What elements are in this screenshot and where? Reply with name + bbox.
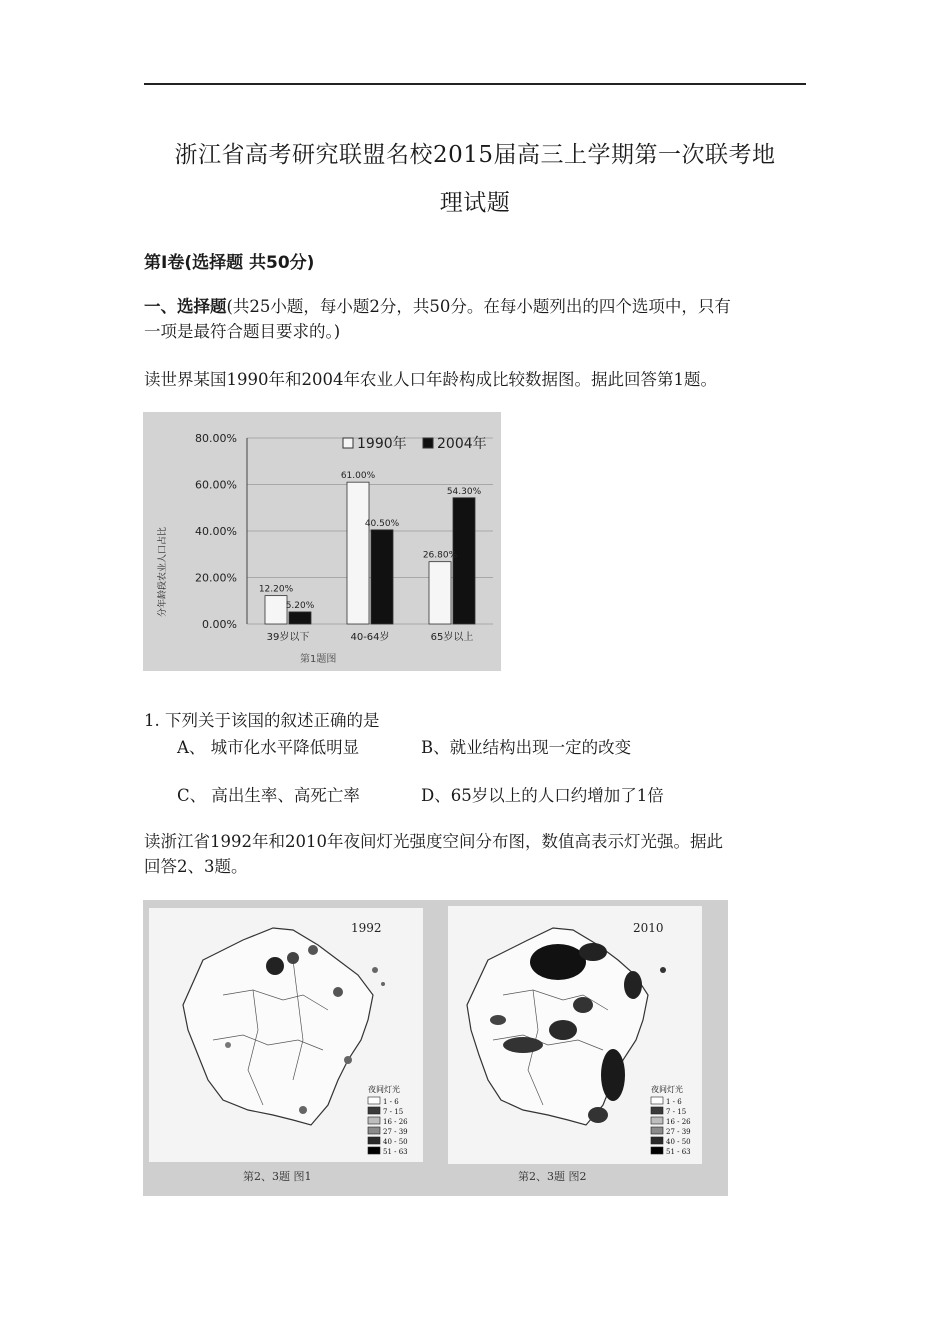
legend-swatch	[651, 1147, 663, 1154]
question1-stem: 1. 下列关于该国的叙述正确的是	[144, 711, 380, 730]
legend-label: 1 - 6	[666, 1098, 682, 1106]
legend-label: 51 - 63	[383, 1148, 408, 1156]
legend-swatch	[368, 1147, 380, 1154]
data-label: 40.50%	[364, 518, 400, 529]
y-tick-label: 40.00%	[195, 525, 237, 538]
legend-swatch	[423, 438, 433, 448]
instructions-bold: 一、选择题	[144, 297, 227, 316]
legend-title: 夜间灯光	[368, 1085, 400, 1094]
top-rule	[144, 83, 806, 85]
intro-q23-line2: 回答2、3题。	[144, 857, 248, 876]
legend-swatch	[343, 438, 353, 448]
legend-label: 51 - 63	[666, 1148, 691, 1156]
legend-swatch	[651, 1137, 663, 1144]
y-tick-label: 20.00%	[195, 571, 237, 585]
intro-q23	[144, 829, 814, 879]
map1-caption: 第2、3题 图1	[243, 1170, 312, 1183]
legend-label: 16 - 26	[666, 1118, 691, 1126]
legend-swatch	[651, 1127, 663, 1134]
y-tick-label: 60.00%	[195, 478, 237, 492]
intro-q23-line1: 读浙江省1992年和2010年夜间灯光强度空间分布图，数值高表示灯光强。据此	[144, 832, 723, 851]
page-title-line2: 理试题	[439, 190, 511, 216]
question1-option-c: C、 高出生率、高死亡率	[177, 786, 360, 805]
legend-label: 7 - 15	[666, 1108, 687, 1116]
legend-label: 7 - 15	[383, 1108, 404, 1116]
y-tick-label: 80.00%	[195, 432, 237, 445]
data-label: 12.20%	[258, 584, 294, 595]
instructions-line2: 一项是最符合题目要求的。)	[144, 322, 341, 341]
legend-swatch	[368, 1117, 380, 1124]
bar-1990	[265, 596, 287, 624]
y-tick-label: 0.00%	[202, 618, 237, 631]
legend-label: 27 - 39	[383, 1128, 408, 1136]
intro-q1: 读世界某国1990年和2004年农业人口年龄构成比较数据图。据此回答第1题。	[144, 370, 717, 389]
x-tick-label: 40-64岁	[350, 632, 390, 643]
x-tick-label: 65岁以上	[430, 632, 474, 643]
legend-swatch	[651, 1117, 663, 1124]
data-label: 5.20%	[285, 600, 315, 611]
bar-chart	[143, 412, 501, 671]
bar-2004	[453, 498, 475, 624]
legend-label: 2004年	[437, 436, 487, 452]
legend-swatch	[651, 1097, 663, 1104]
map2-year: 2010	[633, 921, 664, 935]
chart-caption: 第1题图	[300, 654, 337, 665]
map2-caption: 第2、3题 图2	[518, 1170, 587, 1183]
bar-2004	[371, 530, 393, 624]
map1-year: 1992	[351, 921, 382, 935]
data-label: 61.00%	[340, 471, 376, 482]
night-light-maps	[143, 900, 728, 1196]
question1-option-b: B、就业结构出现一定的改变	[421, 738, 632, 757]
bar-1990	[429, 562, 451, 624]
data-label: 54.30%	[446, 486, 482, 497]
legend-label: 1990年	[357, 436, 407, 452]
instructions	[144, 294, 814, 344]
legend-label: 16 - 26	[383, 1118, 408, 1126]
legend-label: 27 - 39	[666, 1128, 691, 1136]
legend-title: 夜间灯光	[651, 1085, 683, 1094]
bar-2004	[289, 612, 311, 624]
x-tick-label: 39岁以下	[266, 632, 310, 643]
legend-swatch	[651, 1107, 663, 1114]
legend-label: 40 - 50	[666, 1138, 691, 1146]
instructions-rest: (共25小题，每小题2分，共50分。在每小题列出的四个选项中，只有	[226, 297, 731, 316]
chart-ylabel: 分年龄段农业人口占比	[158, 526, 168, 618]
legend-swatch	[368, 1097, 380, 1104]
legend-label: 1 - 6	[383, 1098, 399, 1106]
bar-1990	[347, 482, 369, 624]
legend-swatch	[368, 1137, 380, 1144]
legend-swatch	[368, 1107, 380, 1114]
figure-2	[143, 900, 728, 1196]
legend-label: 40 - 50	[383, 1138, 408, 1146]
page-title: 浙江省高考研究联盟名校2015届高三上学期第一次联考地	[174, 142, 776, 168]
section-header: 第Ⅰ卷(选择题 共50分)	[144, 253, 315, 273]
question1-option-d: D、65岁以上的人口约增加了1倍	[421, 786, 664, 805]
data-label: 26.80%	[422, 550, 458, 561]
figure-1	[143, 412, 501, 671]
legend-swatch	[368, 1127, 380, 1134]
question1-option-a: A、 城市化水平降低明显	[177, 738, 360, 757]
